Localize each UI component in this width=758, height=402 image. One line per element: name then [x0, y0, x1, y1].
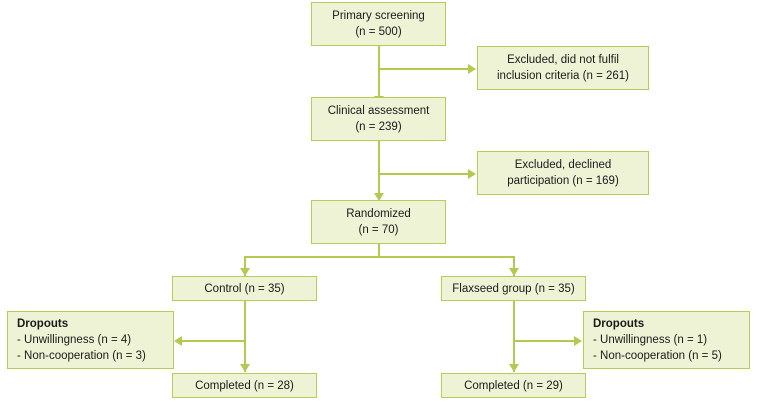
connector-assessment-to-randomized — [378, 141, 380, 201]
node-line: - Non-cooperation (n = 5) — [593, 350, 722, 362]
arrowhead-dropouts-control — [174, 336, 182, 346]
arrowhead-excluded-declined — [468, 169, 476, 179]
node-line: Dropouts — [593, 318, 645, 330]
connector-assessment-to-excluded-declined — [378, 173, 470, 175]
node-line: Primary screening — [332, 10, 425, 22]
node-excluded-inclusion-criteria — [477, 46, 649, 90]
arrowhead-to-control — [240, 268, 250, 276]
node-line: Excluded, declined — [514, 159, 612, 171]
connector-screening-to-excluded-inclusion — [378, 68, 470, 70]
arrowhead-excluded-inclusion — [468, 64, 476, 74]
node-line: - Unwillingness (n = 1) — [593, 334, 708, 346]
node-line: Completed (n = 28) — [195, 379, 294, 392]
connector-control-to-completed — [244, 301, 246, 372]
node-line: Randomized — [346, 208, 411, 220]
arrowhead-control-completed — [240, 364, 250, 372]
node-line: Dropouts — [17, 318, 69, 330]
node-randomized — [311, 200, 446, 244]
connector-randomized-split — [244, 256, 514, 258]
node-line: Excluded, did not fulfil — [507, 54, 619, 66]
node-line: Clinical assessment — [327, 105, 430, 117]
node-excluded-declined — [477, 151, 649, 195]
node-line: (n = 500) — [355, 26, 402, 38]
node-primary-screening — [311, 2, 446, 46]
node-line: Flaxseed group (n = 35) — [452, 282, 575, 295]
node-line: Completed (n = 29) — [464, 379, 563, 392]
connector-control-to-dropouts — [182, 340, 245, 342]
node-control-group — [172, 276, 317, 301]
node-line: inclusion criteria (n = 261) — [497, 70, 629, 82]
node-line: - Non-cooperation (n = 3) — [17, 350, 146, 362]
node-line: - Unwillingness (n = 4) — [17, 334, 132, 346]
node-line: (n = 239) — [355, 121, 402, 133]
arrowhead-dropouts-flaxseed — [574, 336, 582, 346]
node-clinical-assessment — [311, 97, 446, 141]
connector-flaxseed-to-dropouts — [513, 340, 576, 342]
node-dropouts-flaxseed — [583, 311, 750, 369]
node-dropouts-control — [7, 311, 174, 369]
node-completed-flaxseed — [441, 373, 586, 398]
node-flaxseed-group — [441, 276, 586, 301]
node-completed-control — [172, 373, 317, 398]
connector-flaxseed-to-completed — [513, 301, 515, 372]
arrowhead-flaxseed-completed — [509, 364, 519, 372]
node-line: (n = 70) — [358, 224, 399, 236]
node-line: participation (n = 169) — [507, 175, 619, 187]
node-line: Control (n = 35) — [204, 282, 285, 295]
arrowhead-to-flaxseed — [509, 268, 519, 276]
